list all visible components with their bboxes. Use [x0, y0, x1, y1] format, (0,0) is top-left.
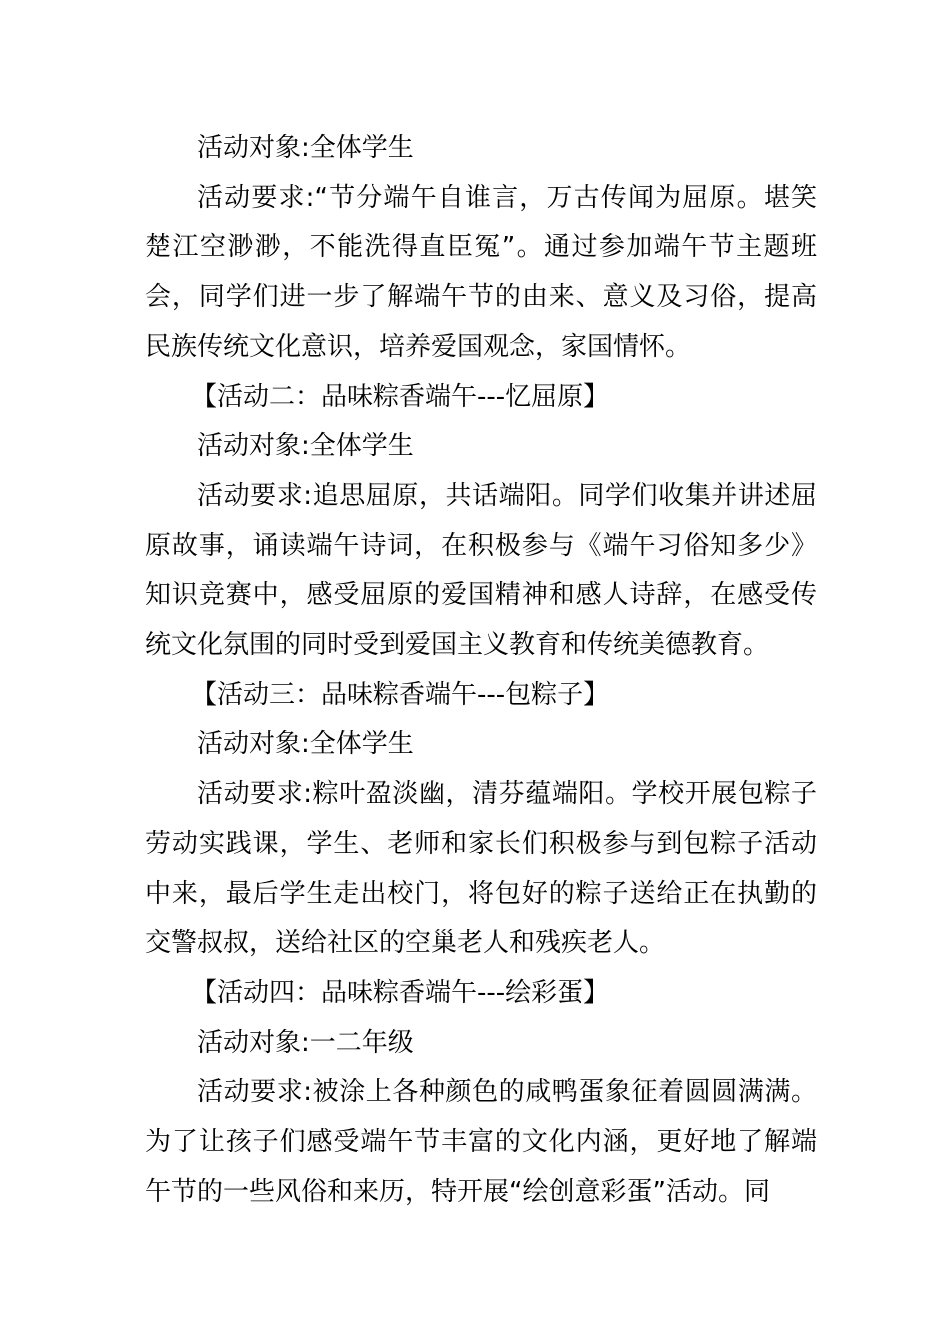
activity-heading-2: 【活动二：品味粽香端午---忆屈原】 — [191, 381, 610, 412]
document-body — [145, 124, 817, 1217]
paragraph-target-4: 活动对象:一二年级 — [197, 1027, 414, 1058]
activity-heading-3: 【活动三：品味粽香端午---包粽子】 — [191, 679, 610, 710]
paragraph-requirement-1: 活动要求:“节分端午自谁言，万古传闻为屈原。堪笑楚江空渺渺，不能洗得直臣冤”。通过参加端午节主题班会，同学们进一步了解端午节的由来、意义及习俗，提高民族传统文化意识，培养爱国观念，家国情怀。 — [145, 182, 817, 362]
paragraph-requirement-2: 活动要求:追思屈原，共话端阳。同学们收集并讲述屈原故事，诵读端午诗词，在积极参与《端午习俗知多少》知识竞赛中，感受屈原的爱国精神和感人诗辞，在感受传统文化氛围的同时受到爱国主义教育和传统美德教育。 — [145, 480, 817, 661]
paragraph-target-2: 活动对象:全体学生 — [197, 431, 414, 462]
paragraph-target-3: 活动对象:全体学生 — [197, 729, 414, 760]
activity-heading-4: 【活动四：品味粽香端午---绘彩蛋】 — [191, 977, 610, 1008]
paragraph-requirement-3: 活动要求:粽叶盈淡幽，清芬蕴端阳。学校开展包粽子劳动实践课，学生、老师和家长们积极参与到包粽子活动中来，最后学生走出校门，将包好的粽子送给正在执勤的交警叔叔，送给社区的空巢老人和残疾老人。 — [145, 779, 817, 959]
paragraph-target-1: 活动对象:全体学生 — [197, 133, 414, 163]
paragraph-requirement-4: 活动要求:被涂上各种颜色的咸鸭蛋象征着圆圆满满。为了让孩子们感受端午节丰富的文化内涵，更好地了解端午节的一些风俗和来历，特开展“绘创意彩蛋”活动。同 — [145, 1077, 817, 1207]
